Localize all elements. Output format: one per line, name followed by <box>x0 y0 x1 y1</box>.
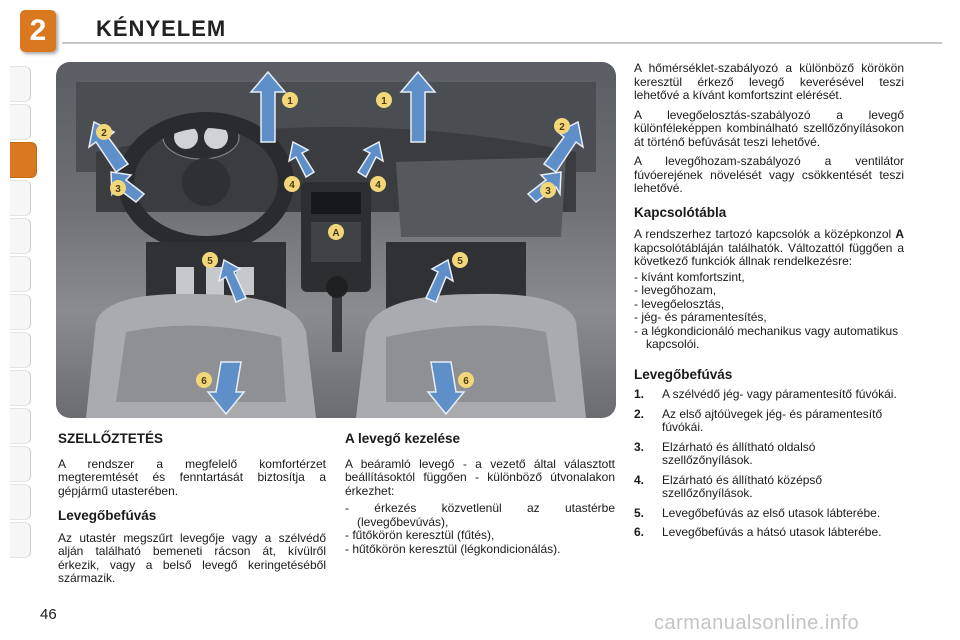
control-panel-text-b: kapcsolótábláján találhatók. Változattól függően a következő funkciók állnak rendelkezésre: <box>634 240 904 268</box>
vent-item <box>634 507 904 521</box>
vent-text: Levegőbefúvás a hátsó utasok lábterébe. <box>662 525 882 539</box>
callout-label: 1 <box>287 96 293 107</box>
vents-heading: Levegőbefúvás <box>634 366 733 382</box>
control-panel-heading: Kapcsolótábla <box>634 204 727 220</box>
air-route-item: - érkezés közvetlenül az utastérbe (levegőbevúvás), <box>345 501 615 529</box>
chapter-tab[interactable] <box>10 180 31 216</box>
chapter-tab[interactable] <box>10 370 31 406</box>
callout-label: 1 <box>381 96 387 107</box>
chapter-number-badge: 2 <box>20 10 56 52</box>
chapter-tab[interactable] <box>10 66 31 102</box>
chapter-tab[interactable] <box>10 332 31 368</box>
page-title: KÉNYELEM <box>96 16 227 41</box>
vent-item <box>634 388 904 402</box>
vent-number: 1. <box>634 387 645 401</box>
vent-number: 3. <box>634 439 645 454</box>
control-functions-list <box>634 271 904 352</box>
chapter-tab[interactable] <box>10 218 31 254</box>
vent-text: Elzárható és állítható oldalsó szellőzőnyílások. <box>662 439 816 467</box>
callout-label: 5 <box>207 256 213 267</box>
page-number: 46 <box>40 606 57 623</box>
callout-label: 4 <box>289 180 295 191</box>
vent-text: Az első ajtóüvegek jég- és páramentesítő fúvókái. <box>662 406 883 434</box>
ventilation-heading: SZELLŐZTETÉS <box>58 431 164 446</box>
callout-label: 3 <box>115 184 121 195</box>
vent-text: A szélvédő jég- vagy páramentesítő fúvókái. <box>662 387 897 401</box>
callout-label: 3 <box>545 186 551 197</box>
header-rule <box>62 42 942 44</box>
callout-label: 6 <box>463 376 469 387</box>
controls-column <box>634 62 904 546</box>
air-handling-intro: A beáramló levegő - a vezető által választott beállításoktól függően - különböző útvonalakon érkezhet: <box>345 456 615 498</box>
chapter-tab[interactable] <box>10 104 31 140</box>
interior-drawing <box>56 62 616 418</box>
watermark-text: carmanualsonline.info <box>654 612 860 634</box>
callout-label: A <box>332 228 340 239</box>
ventilation-intro: A rendszer a megfelelő komfortérzet megteremtését és fenntartását biztosítja a gépjármű utasterében. <box>58 456 326 498</box>
air-handling-heading: A levegő kezelése <box>345 431 461 446</box>
vent-text: Levegőbefúvás az első utasok lábterébe. <box>662 505 881 520</box>
control-panel-text <box>634 228 904 269</box>
air-route-item: - fűtőkörön keresztül (fűtés), <box>345 528 495 542</box>
air-handling-column <box>345 432 615 556</box>
ventilation-column <box>58 432 326 586</box>
callout-label: 2 <box>101 128 107 139</box>
chapter-tab[interactable] <box>10 256 31 292</box>
vent-item <box>634 408 904 435</box>
chapter-tab-active[interactable] <box>10 142 37 178</box>
vent-item <box>634 441 904 468</box>
vent-number: 4. <box>634 472 645 487</box>
vents-list <box>634 388 904 540</box>
control-function-item: - jég- és páramentesítés, <box>634 310 767 324</box>
distribution-text: A levegőelosztás-szabályozó a levegő különféleképpen kombinálható szellőzőnyílásokon át történő befúvását teszi lehetővé. <box>634 107 904 149</box>
air-route-list <box>345 502 615 556</box>
control-function-item: - a légkondicionáló mechanikus vagy automatikus kapcsolói. <box>634 323 899 351</box>
airflow-text: A levegőhozam-szabályozó a ventilátor fúvóerejének növelését vagy csökkentését teszi lehetővé. <box>634 154 904 195</box>
vent-item <box>634 474 904 501</box>
control-function-item: - kívánt komfortszint, <box>634 269 745 284</box>
interior-ventilation-illustration <box>56 62 616 418</box>
air-route-item: - hűtőkörön keresztül (légkondicionálás). <box>345 541 561 556</box>
chapter-tabs <box>10 66 36 586</box>
vent-item <box>634 526 904 540</box>
vent-text: Elzárható és állítható középső szellőzőnyílások. <box>662 472 823 500</box>
page-header <box>0 0 960 58</box>
vent-number: 5. <box>634 505 645 520</box>
vent-number: 2. <box>634 406 645 421</box>
air-intake-text: Az utastér megszűrt levegője vagy a szélvédő alján található bemeneti rácson át, kívülről érkezik, vagy a belső levegő keringetéséből származik. <box>58 530 326 585</box>
control-function-item: - levegőhozam, <box>634 283 717 297</box>
callout-label: 2 <box>559 122 565 133</box>
control-function-item: - levegőelosztás, <box>634 296 725 311</box>
chapter-tab[interactable] <box>10 484 31 520</box>
air-intake-heading: Levegőbefúvás <box>58 508 157 523</box>
chapter-tab[interactable] <box>10 522 31 558</box>
vent-number: 6. <box>634 525 645 539</box>
chapter-tab[interactable] <box>10 408 31 444</box>
callout-label: 6 <box>201 376 207 387</box>
chapter-tab[interactable] <box>10 294 31 330</box>
callout-label: 4 <box>375 180 381 191</box>
temperature-text: A hőmérséklet-szabályozó a különböző körökön keresztül érkező levegő keverésével teszi lehetővé a kívánt komfortszint elérését. <box>634 61 904 102</box>
control-panel-text-a: A rendszerhez tartozó kapcsolók a középkonzol <box>634 227 892 241</box>
control-panel-label: A <box>895 227 904 241</box>
chapter-tab[interactable] <box>10 446 31 482</box>
callout-label: 5 <box>457 256 463 267</box>
